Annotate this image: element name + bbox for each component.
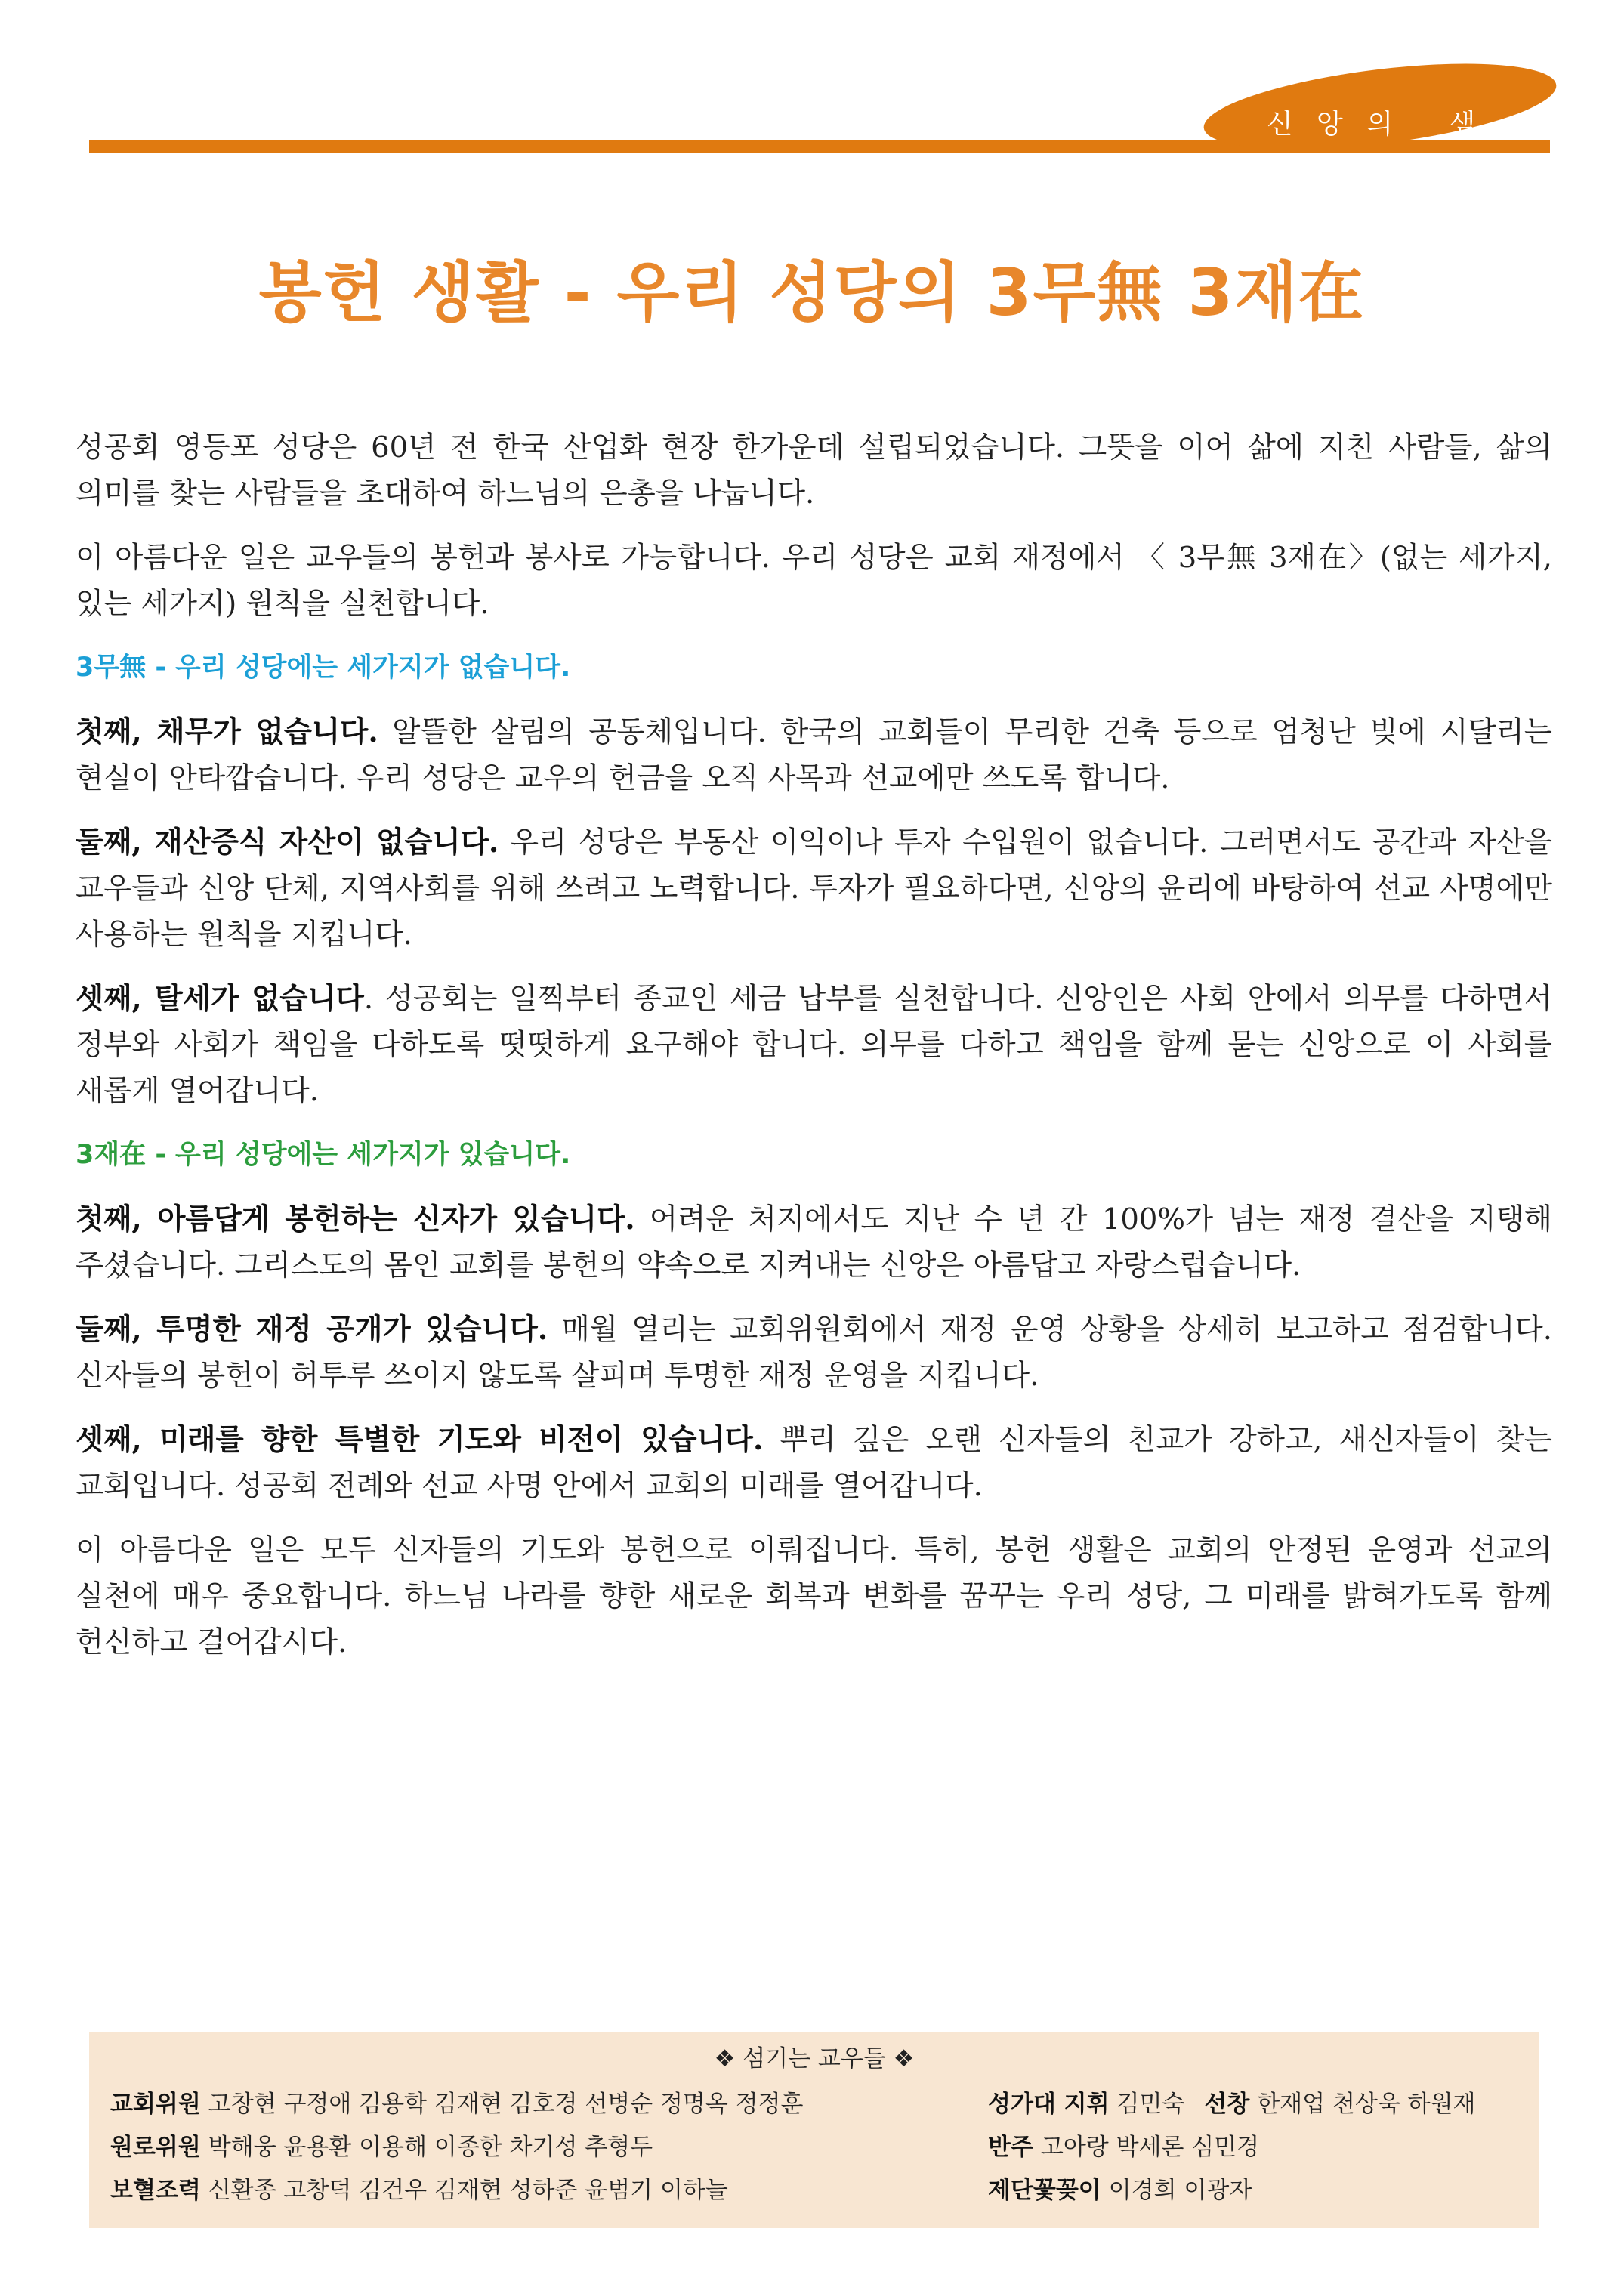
list-item: [76, 976, 1552, 1114]
list-item: [76, 819, 1552, 958]
servant-names: 이경희 이광자: [1108, 2177, 1252, 2204]
item-lead: 첫째, 아름답게 봉헌하는 신자가 있습니다.: [76, 1202, 635, 1236]
item-lead: 첫째, 채무가 없습니다.: [76, 715, 378, 749]
servant-role: 성가대 지휘: [988, 2091, 1110, 2118]
servants-title: ❖ 섬기는 교우들 ❖: [714, 2045, 915, 2073]
item-text: . 성공회는 일찍부터 종교인 세금 납부를 실천합니다. 신앙인은 사회 안에서 의무를 다하면서 정부와 사회가 책임을 다하도록 떳떳하게 요구해야 합니다. 의무를 다하고 책임을 함께 묻는 신앙으로 이 사회를 새롭게 열어갑니다.: [76, 982, 1552, 1108]
servant-row: [110, 2126, 803, 2169]
servants-box: [89, 2032, 1539, 2228]
item-text: 뿌리 깊은 오랜 신자들의 친교가 강하고, 새신자들이 찾는 교회입니다. 성공회 전례와 선교 사명 안에서 교회의 미래를 열어갑니다.: [76, 1423, 1552, 1503]
servant-names: 신환종 고창덕 김건우 김재현 성하준 윤범기 이하늘: [208, 2177, 728, 2204]
item-lead: 셋째, 탈세가 없습니다: [76, 982, 364, 1016]
intro-paragraph: 이 아름다운 일은 교우들의 봉헌과 봉사로 가능합니다. 우리 성당은 교회 재정에서 〈 3무無 3재在〉(없는 세가지, 있는 세가지) 원칙을 실천합니다.: [76, 541, 1552, 621]
list-item: [76, 1307, 1552, 1399]
servant-row: [110, 2083, 803, 2126]
item-lead: 셋째, 미래를 향한 특별한 기도와 비전이 있습니다.: [76, 1423, 764, 1457]
servant-role: 교회위원: [110, 2091, 201, 2118]
article-body: [76, 424, 1552, 1684]
servant-names: 고아랑 박세론 심민경: [1040, 2134, 1260, 2161]
item-text: 매월 열리는 교회위원회에서 재정 운영 상황을 상세히 보고하고 점검합니다. 신자들의 봉헌이 허투루 쓰이지 않도록 살피며 투명한 재정 운영을 지킵니다.: [76, 1313, 1552, 1393]
item-lead: 둘째, 재산증식 자산이 없습니다.: [76, 826, 499, 860]
servant-names: 김민숙: [1116, 2091, 1185, 2118]
servant-role: 제단꽃꽂이: [988, 2177, 1101, 2204]
item-text: 어려운 처지에서도 지난 수 년 간 100%가 넘는 재정 결산을 지탱해 주셨습니다. 그리스도의 몸인 교회를 봉헌의 약속으로 지켜내는 신앙은 아름답고 자랑스럽습니다.: [76, 1202, 1552, 1282]
section-heading-have: 3재在 - 우리 성당에는 세가지가 있습니다.: [76, 1140, 571, 1170]
servant-names: 박해웅 윤용환 이용해 이종한 차기성 추형두: [208, 2134, 653, 2161]
servant-row: [110, 2169, 803, 2212]
list-item: [76, 1196, 1552, 1289]
servant-names: 고창현 구정애 김용학 김재현 김호경 선병순 정명옥 정정훈: [208, 2091, 804, 2118]
servant-row: [988, 2083, 1476, 2126]
closing-paragraph: 이 아름다운 일은 모두 신자들의 기도와 봉헌으로 이뤄집니다. 특히, 봉헌 생활은 교회의 안정된 운영과 선교의 실천에 매우 중요합니다. 하느님 나라를 향한 새로운 회복과 변화를 꿈꾸는 우리 성당, 그 미래를 밝혀가도록 함께 헌신하고 걸어갑시다.: [76, 1533, 1552, 1659]
page-title: 봉헌 생활 - 우리 성당의 3무無 3재在: [258, 255, 1366, 331]
list-item: [76, 709, 1552, 801]
intro-paragraph: 성공회 영등포 성당은 60년 전 한국 산업화 현장 한가운데 설립되었습니다. 그뜻을 이어 삶에 지친 사람들, 삶의 의미를 찾는 사람들을 초대하여 하느님의 은총을 나눕니다.: [76, 431, 1552, 511]
section-heading-none: 3무無 - 우리 성당에는 세가지가 없습니다.: [76, 653, 571, 683]
servant-row: [988, 2126, 1476, 2169]
servant-role: 원로위원: [110, 2134, 201, 2161]
servant-role: 선창: [1204, 2091, 1250, 2118]
item-text: 우리 성당은 부동산 이익이나 투자 수입원이 없습니다. 그러면서도 공간과 자산을 교우들과 신앙 단체, 지역사회를 위해 쓰려고 노력합니다. 투자가 필요하다면, 신앙의 윤리에 바탕하여 선교 사명에만 사용하는 원칙을 지킵니다.: [76, 826, 1552, 952]
item-text: 알뜰한 살림의 공동체입니다. 한국의 교회들이 무리한 건축 등으로 엄청난 빚에 시달리는 현실이 안타깝습니다. 우리 성당은 교우의 헌금을 오직 사목과 선교에만 쓰도록 합니다.: [76, 715, 1552, 795]
servant-role: 반주: [988, 2134, 1033, 2161]
servants-left-column: [110, 2083, 803, 2212]
servants-right-column: [988, 2083, 1476, 2212]
section-label: 신 앙 의 샘: [1266, 109, 1484, 140]
list-item: [76, 1417, 1552, 1509]
servant-names: 한재업 천상욱 하원재: [1257, 2091, 1476, 2118]
item-lead: 둘째, 투명한 재정 공개가 있습니다.: [76, 1313, 548, 1347]
servant-role: 보혈조력: [110, 2177, 201, 2204]
servant-row: [988, 2169, 1476, 2212]
